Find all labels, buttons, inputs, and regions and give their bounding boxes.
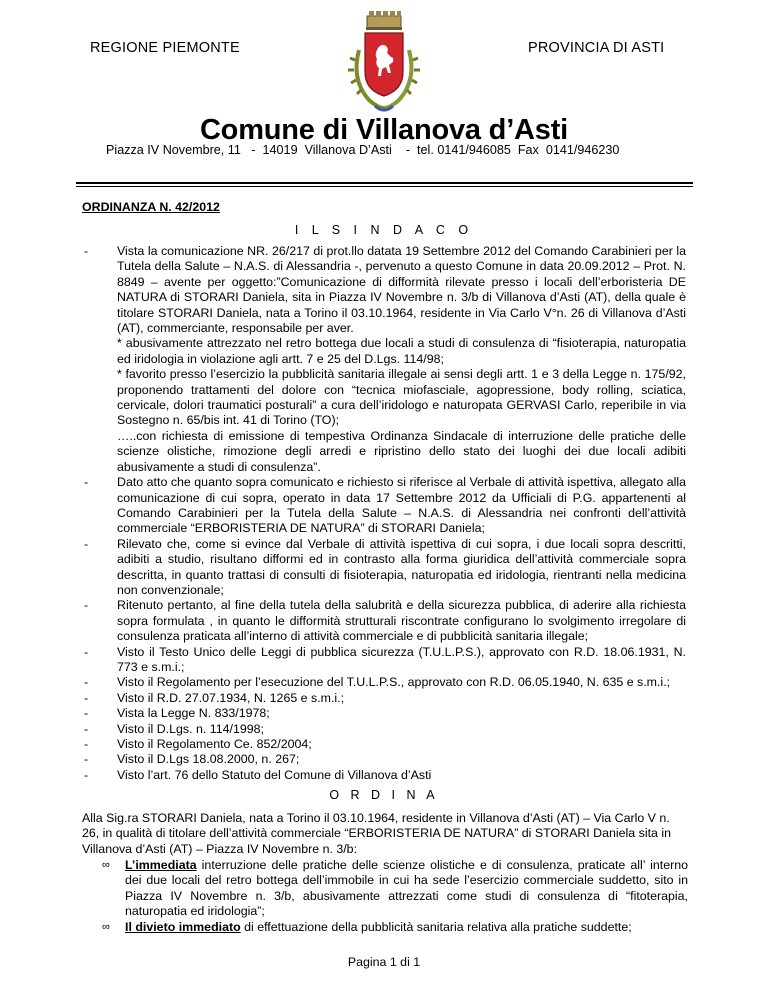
dash-marker: - <box>84 536 89 551</box>
list-item-text: Ritenuto pertanto, al fine della tutela della salubrità e della sicurezza pubblica, di aderire alla richiesta sopra formulata , in quanto le difformità strutturali riscontrate configurano lo svolgimento irregolare di consulenza praticata all’interno di attività commerciale e di pubblicità sanitaria illegale; <box>117 598 686 644</box>
list-item-text: Vista la Legge N. 833/1978; <box>117 706 270 721</box>
municipal-address: Piazza IV Novembre, 11 - 14019 Villanova D’Asti - tel. 0141/946085 Fax 0141/946230 <box>106 143 620 157</box>
header-region: REGIONE PIEMONTE <box>90 40 240 56</box>
dash-marker: - <box>84 675 89 690</box>
dash-marker: - <box>84 767 89 782</box>
list-item-text: Visto il Regolamento Ce. 852/2004; <box>117 737 312 751</box>
dash-marker: - <box>84 475 89 490</box>
dash-marker: - <box>84 737 89 751</box>
list-item <box>84 244 686 475</box>
list-item-text: * abusivamente attrezzato nel retro bottega due locali a studi di consulenza di “fisioterapia, naturopatia ed iridologia in violazione agli artt. 7 e 25 del D.Lgs. 114/98; <box>117 336 686 366</box>
order-list <box>102 858 688 935</box>
list-item-text: Visto l’art. 76 dello Statuto del Comune di Villanova d’Asti <box>117 767 432 782</box>
list-item-text: Vista la comunicazione NR. 26/217 di prot.llo datata 19 Settembre 2012 del Comando Carabinieri per la Tutela della Salute – N.A.S. di Alessandria -, pervenuto a questo Comune in data 20.09.2012 – Prot. N. 8849 – avente per oggetto:”Comunicazione di difformità rilevate presso i locali dell’erboristeria DE NATURA di STORARI Daniela, sita in Piazza IV Novembre n. 3/b di Villanova d’Asti (AT), della quale è titolare STORARI Daniela, nata a Torino il 03.10.1964, residente in Via Carlo V°n. 26 di Villanova d’Asti (AT), commerciante, responsabile per aver. <box>117 244 686 336</box>
order-recipient: Alla Sig.ra STORARI Daniela, nata a Torino il 03.10.1964, residente in Villanova d’Asti (AT) – Via Carlo V n. 26, in qualità di titolare dell’attività commerciale “ERBORISTERIA DE NATURA” di STORARI Daniela sita in Villanova d’Asti (AT) – Piazza IV Novembre n. 3/b: <box>82 811 671 856</box>
whereas-list <box>84 244 686 783</box>
list-item-text: Visto il D.Lgs 18.08.2000, n. 267; <box>117 752 300 767</box>
list-item-text: * favorito presso l’esercizio la pubblicità sanitaria illegale ai sensi degli artt. 1 e 3 della Legge n. 175/92, proponendo trattamenti del dolore con “tecnica miofasciale, agopressione, body rolling, sciatica, cervicale, dolori traumatici posturali” a cura dell’iridologo e naturopata GERVASI Carlo, reperibile in via Sostegno n. 65/bis int. 41 di Torino (TO); <box>117 367 686 428</box>
divider <box>76 182 693 184</box>
list-item-text: Rilevato che, come si evince dal Verbale di attività ispettiva di cui sopra, i due locali sopra descritti, adibiti a studio, risultano difformi ed in contrasto alla forma giuridica dell’attività commerciale sopra descritta, in quanto trattasi di consulti di fisioterapia, naturopatia ed iridologia, rientranti nella medicina non convenzionale; <box>117 536 686 597</box>
list-item <box>84 537 686 599</box>
list-item <box>84 752 686 767</box>
list-item <box>84 675 686 690</box>
list-item <box>84 768 686 783</box>
section-heading-sindaco: I L S I N D A C O <box>294 223 474 237</box>
bullet-marker: ∞ <box>102 920 110 933</box>
list-item-text: Visto il Testo Unico delle Leggi di pubblica sicurezza (T.U.L.P.S.), approvato con R.D. 18.06.1931, N. 773 e s.m.i.; <box>117 644 686 674</box>
list-item-text: Visto il Regolamento per l’esecuzione del T.U.L.P.S., approvato con R.D. 06.05.1940, N. 635 e s.m.i.; <box>117 675 671 690</box>
list-item-text: …..con richiesta di emissione di tempestiva Ordinanza Sindacale di interruzione delle pratiche delle scienze olistiche, rimozione degli arredi e ripristino dello stato dei luoghi dei due locali adibiti abusivamente a studi di consulenza”. <box>117 428 686 474</box>
section-heading-ordina: O R D I N A <box>329 788 439 802</box>
dash-marker: - <box>84 706 89 721</box>
divider <box>76 186 693 187</box>
page-number: Pagina 1 di 1 <box>347 955 421 969</box>
list-item <box>84 722 686 737</box>
list-item <box>84 737 686 752</box>
order-item <box>102 858 688 920</box>
dash-marker: - <box>84 644 89 659</box>
list-item-text: Visto il D.Lgs. n. 114/1998; <box>117 721 264 736</box>
ordinance-number: ORDINANZA N. 42/2012 <box>82 200 220 214</box>
bullet-marker: ∞ <box>102 859 110 871</box>
list-item <box>84 475 686 537</box>
order-item <box>102 920 688 935</box>
order-text: di effettuazione della pubblicità sanitaria relativa alla pratiche suddette; <box>240 919 632 934</box>
list-item <box>84 598 686 644</box>
list-item-text: Dato atto che quanto sopra comunicato e richiesto si riferisce al Verbale di attività ispettiva, allegato alla comunicazione di cui sopra, operato in data 17 Settembre 2012 da Ufficiali di P.G. appartenenti al Comando Carabinieri per la Tutela della Salute – N.A.S. di Alessandria nei confronti dell’attività commerciale “ERBORISTERIA DE NATURA” di STORARI Daniela; <box>117 475 686 536</box>
dash-marker: - <box>84 752 89 767</box>
list-item <box>84 645 686 676</box>
page-title: Comune di Villanova d’Asti <box>199 114 569 146</box>
dash-marker: - <box>84 244 89 258</box>
dash-marker: - <box>84 690 89 705</box>
dash-marker: - <box>84 598 89 613</box>
list-item <box>84 691 686 706</box>
list-item <box>84 706 686 721</box>
dash-marker: - <box>84 721 89 736</box>
header-province: PROVINCIA DI ASTI <box>528 40 665 56</box>
municipal-crest-icon <box>345 10 423 118</box>
order-emphasis: L’immediata <box>125 858 197 872</box>
order-text: interruzione delle pratiche delle scienze olistiche e di consulenza, praticate all’ interno dei due locali del retro bottega dell’immobile in cui ha sede l’esercizio commerciale suddetto, sito in Piazza IV Novembre n. 3/b, abusivamente attrezzati come studi di consulenza di “fitoterapia, naturopatia ed iridologia”; <box>125 858 688 919</box>
order-emphasis: Il divieto immediato <box>125 919 241 934</box>
list-item-text: Visto il R.D. 27.07.1934, N. 1265 e s.m.i.; <box>117 690 345 705</box>
